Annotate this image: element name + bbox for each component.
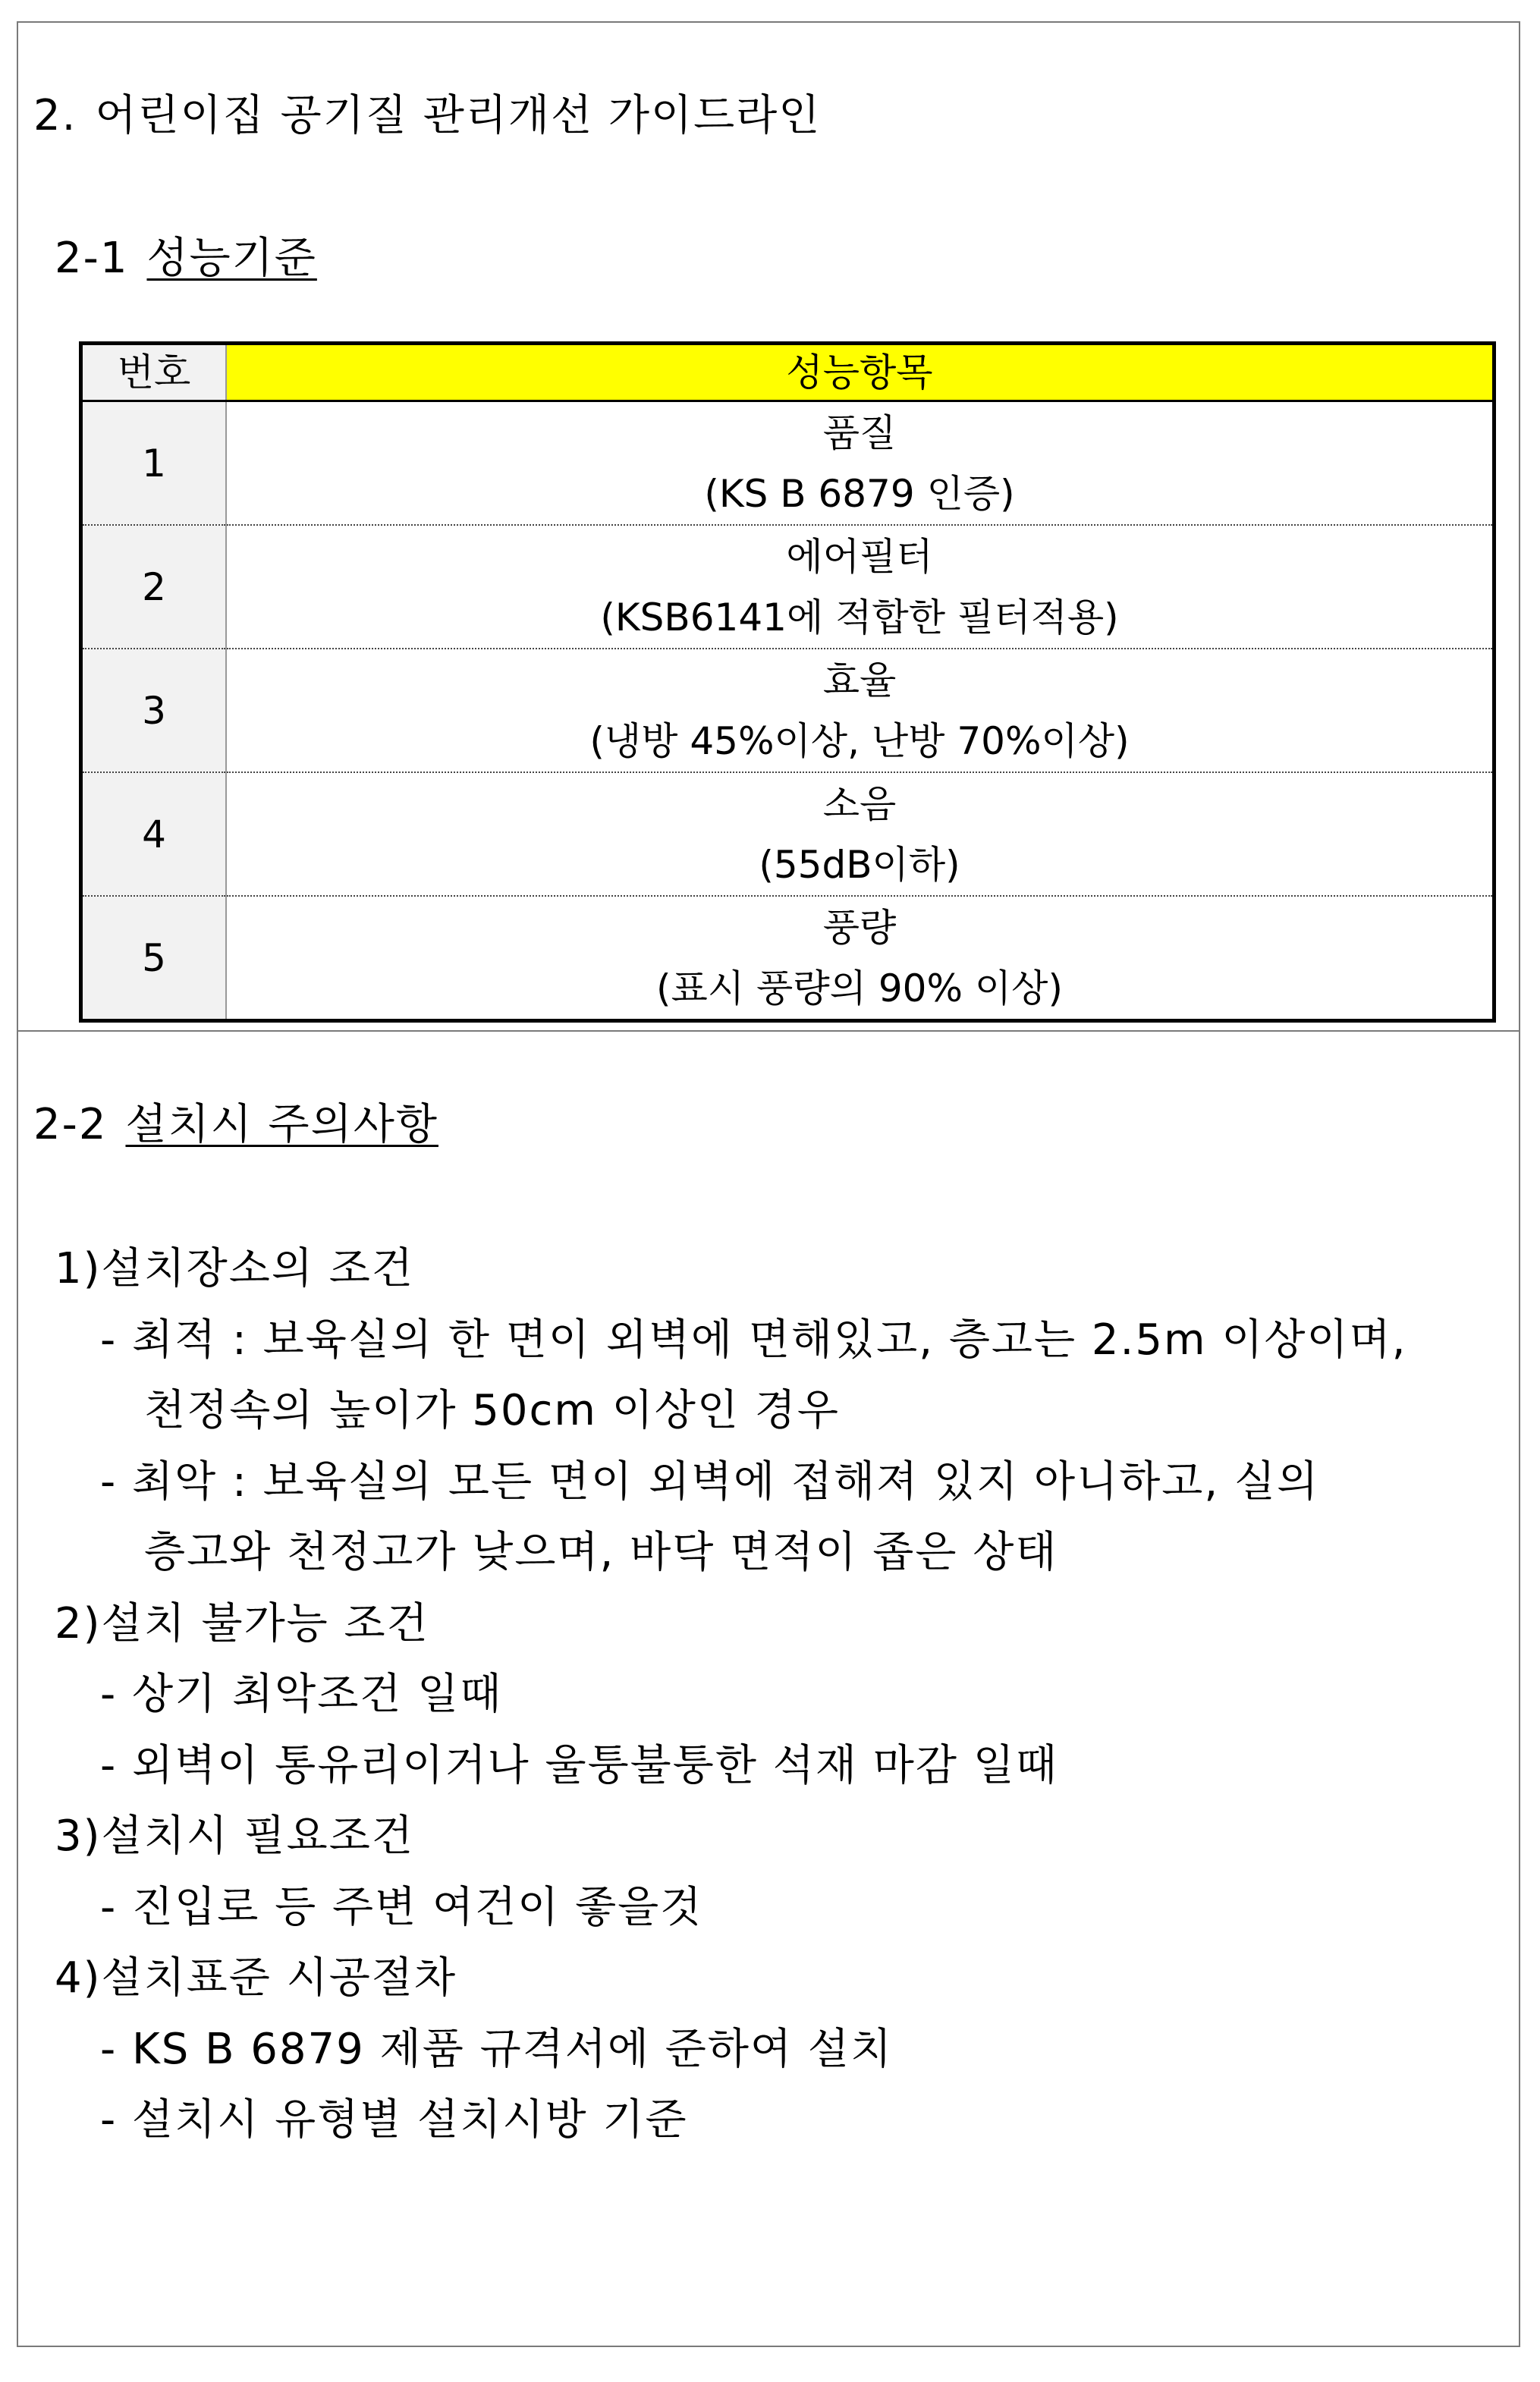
row-item-detail: (KSB6141에 적합한 필터적용): [600, 595, 1119, 639]
subsection-number: 2-2: [33, 1100, 108, 1149]
row-item-detail: (표시 풍량의 90% 이상): [656, 966, 1063, 1010]
header-item: 성능항목: [226, 344, 1494, 401]
row-number: 2: [81, 525, 227, 649]
row-number: 5: [81, 896, 227, 1021]
row-number: 4: [81, 772, 227, 896]
table-row: [81, 401, 1494, 526]
list-item: - KS B 6879 제품 규격서에 준하여 설치: [100, 2024, 894, 2074]
list-item: - 외벽이 통유리이거나 울퉁불퉁한 석재 마감 일때: [100, 1740, 1058, 1790]
row-item-title: 효율: [822, 658, 897, 702]
row-number: 1: [81, 401, 227, 526]
row-item-title: 소음: [822, 781, 897, 826]
condition-heading: 4)설치표준 시공절차: [55, 1953, 457, 2003]
row-item: [226, 525, 1494, 649]
list-item-continuation: 천정속의 높이가 50cm 이상인 경우: [144, 1386, 840, 1435]
list-item: - 상기 최악조건 일때: [100, 1670, 503, 1719]
row-item: [226, 649, 1494, 772]
row-item-title: 풍량: [822, 905, 897, 950]
condition-heading: 1)설치장소의 조건: [55, 1244, 414, 1293]
table-header-row: [81, 344, 1494, 401]
header-number: 번호: [81, 344, 227, 401]
section-title: [33, 90, 821, 143]
table-row: [81, 896, 1494, 1021]
table-row: [81, 772, 1494, 896]
section-divider: [17, 1030, 1520, 1032]
list-item: - 최악 : 보육실의 모든 면이 외벽에 접해져 있지 아니하고, 실의: [100, 1457, 1320, 1507]
row-item-detail: (55dB이하): [759, 842, 960, 887]
section-title-text: 어린이집 공기질 관리개선 가이드라인: [95, 91, 822, 140]
condition-heading: 2)설치 불가능 조건: [55, 1598, 429, 1648]
subsection-title-performance: [55, 232, 317, 285]
row-item: [226, 896, 1494, 1021]
list-item: - 최적 : 보육실의 한 면이 외벽에 면해있고, 층고는 2.5m 이상이며,: [100, 1315, 1407, 1365]
condition-heading: 3)설치시 필요조건: [55, 1812, 414, 1861]
subsection-title-installation: [33, 1098, 438, 1152]
row-item-title: 품질: [822, 410, 897, 455]
performance-table: [79, 341, 1496, 1023]
subsection-title-text: 설치시 주의사항: [125, 1100, 438, 1149]
subsection-number: 2-1: [55, 234, 129, 283]
row-item: [226, 772, 1494, 896]
installation-notes: [17, 1233, 1407, 2156]
list-item: - 진입로 등 주변 여건이 좋을것: [100, 1882, 703, 1932]
section-number: 2.: [33, 91, 77, 140]
row-number: 3: [81, 649, 227, 772]
table-row: [81, 649, 1494, 772]
row-item: [226, 401, 1494, 526]
list-item-continuation: 층고와 천정고가 낮으며, 바닥 면적이 좁은 상태: [144, 1528, 1058, 1577]
row-item-detail: (냉방 45%이상, 난방 70%이상): [589, 718, 1130, 763]
subsection-title-text: 성능기준: [146, 234, 317, 283]
row-item-title: 에어필터: [786, 534, 933, 579]
table-row: [81, 525, 1494, 649]
list-item: - 설치시 유형별 설치시방 기준: [100, 2095, 688, 2145]
row-item-detail: (KS B 6879 인증): [704, 471, 1015, 516]
